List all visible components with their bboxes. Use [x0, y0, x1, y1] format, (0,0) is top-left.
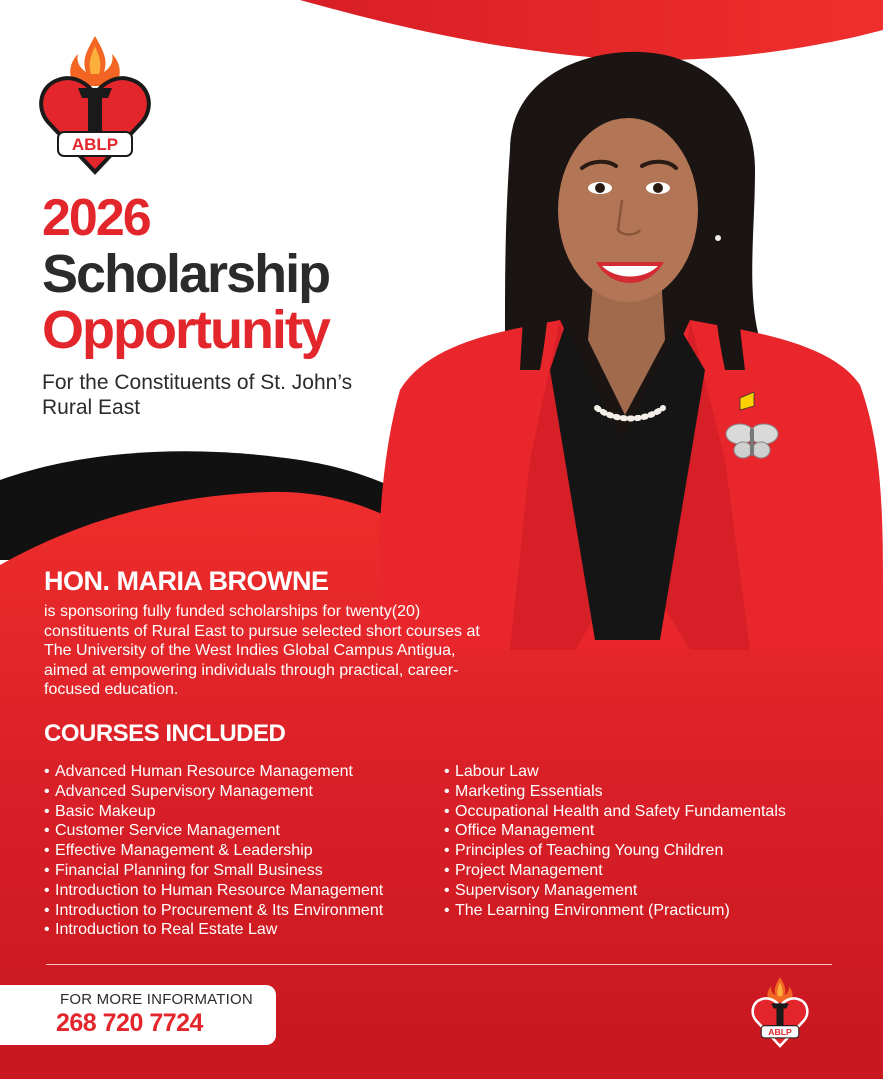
courses-title: COURSES INCLUDED: [44, 720, 286, 747]
headline-scholarship: Scholarship: [42, 244, 330, 304]
portrait-image: [360, 40, 883, 650]
course-item: • Effective Management & Leadership: [44, 842, 313, 860]
course-item: • The Learning Environment (Practicum): [444, 901, 730, 919]
courses-list-left: [44, 762, 383, 940]
course-item: • Introduction to Human Resource Management: [44, 881, 384, 899]
course-item: • Introduction to Procurement & Its Environment: [44, 901, 384, 919]
course-item: • Advanced Supervisory Management: [44, 782, 313, 800]
logo-text: ABLP: [71, 135, 119, 154]
course-item: • Marketing Essentials: [444, 782, 603, 800]
ablp-logo-small-icon: [750, 976, 810, 1048]
sponsor-description: is sponsoring fully funded scholarships for twenty(20) constituents of Rural East to pursue selected short courses at The University of the West Indies Global Campus Antigua, aimed at empowering individuals through practical, career-focused education.: [44, 603, 480, 699]
course-item: • Financial Planning for Small Business: [44, 861, 323, 879]
course-item: • Office Management: [444, 822, 595, 840]
sponsor-name: HON. MARIA BROWNE: [44, 566, 329, 596]
course-item: • Principles of Teaching Young Children: [444, 842, 724, 860]
headline-year: 2026: [42, 189, 150, 247]
headline-opportunity: Opportunity: [42, 300, 329, 360]
divider: [46, 964, 832, 965]
course-item: • Introduction to Real Estate Law: [44, 921, 278, 939]
course-item: • Supervisory Management: [444, 881, 638, 899]
course-item: • Project Management: [444, 861, 603, 879]
ablp-logo-icon: [38, 34, 152, 176]
courses-list-right: [444, 762, 786, 920]
logo-small-text: ABLP: [768, 1026, 792, 1037]
contact-box: [0, 985, 276, 1045]
contact-phone[interactable]: 268 720 7724: [56, 1009, 203, 1037]
course-item: • Customer Service Management: [44, 822, 280, 840]
subtitle: For the Constituents of St. John’s Rural East: [42, 371, 353, 419]
course-item: • Labour Law: [444, 763, 539, 780]
course-item: • Occupational Health and Safety Fundamentals: [444, 802, 786, 820]
contact-label: FOR MORE INFORMATION: [60, 991, 253, 1008]
course-item: • Basic Makeup: [44, 802, 156, 820]
headline: [42, 190, 329, 358]
course-item: • Advanced Human Resource Management: [44, 763, 353, 780]
